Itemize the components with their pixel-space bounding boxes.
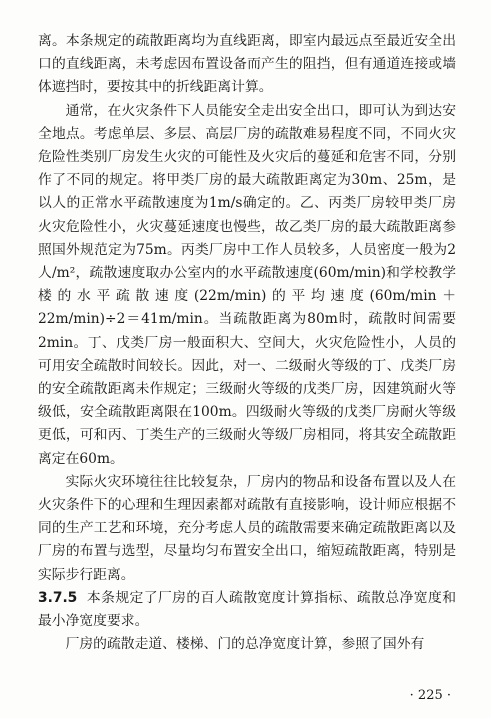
page-number: · 225 · [409,688,451,703]
body-text [38,30,456,656]
paragraph-2: 通常，在火灾条件下人员能安全走出安全出口，即可认为到达安全地点。考虑单层、多层、高层厂房的疏散难易程度不同，不同火灾危险性类别厂房发生火灾的可能性及火灾后的蔓延和危害不同，分别作了不同的规定。将甲类厂房的最大疏散距离定为30m、25m，是以人的正常水平疏散速度为1m/s确定的。乙、丙类厂房较甲类厂房火灾危险性小，火灾蔓延速度也慢些，故乙类厂房的最大疏散距离参照国外规范定为75m。丙类厂房中工作人员较多，人员密度一般为2人/m²，疏散速度取办公室内的水平疏散速度(60m/min)和学校教学楼的水平疏散速度(22m/min)的平均速度(60m/min＋22m/min)÷2＝41m/min。当疏散距离为80m时，疏散时间需要2min。丁、戊类厂房一般面积大、空间大，火灾危险性小，人员的可用安全疏散时间较长。因此，对一、二级耐火等级的丁、戊类厂房的安全疏散距离未作规定；三级耐火等级的戊类厂房，因建筑耐火等级低，安全疏散距离限在100m。四级耐火等级的戊类厂房耐火等级更低，可和丙、丁类生产的三级耐火等级厂房相同，将其安全疏散距离定在60m。 [38,102,456,467]
section-3-7-5 [38,587,456,633]
paragraph-1: 离。本条规定的疏散距离均为直线距离，即室内最远点至最近安全出口的直线距离，未考虑因布置设备而产生的阻挡，但有通道连接或墙体遮挡时，要按其中的折线距离计算。 [38,33,456,96]
paragraph-3: 实际火灾环境往往比较复杂，厂房内的物品和设备布置以及人在火灾条件下的心理和生理因素都对疏散有直接影响，设计师应根据不同的生产工艺和环境，充分考虑人员的疏散需要来确定疏散距离以及厂房的布置与选型，尽量均匀布置安全出口，缩短疏散距离，特别是实际步行距离。 [38,473,456,583]
section-number: 3.7.5 [38,589,78,606]
paragraph-5: 厂房的疏散走道、楼梯、门的总净宽度计算，参照了国外有 [65,636,425,653]
section-text: 本条规定了厂房的百人疏散宽度计算指标、疏散总净宽度和最小净宽度要求。 [38,589,456,630]
